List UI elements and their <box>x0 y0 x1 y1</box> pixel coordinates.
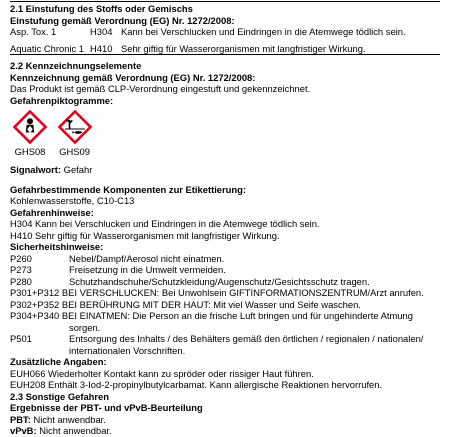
pbt-label: PBT: <box>10 413 31 425</box>
pictogram-row <box>10 110 440 156</box>
precautionary-statements-label: Sicherheitshinweise: <box>10 241 104 252</box>
precautionary-text: Nebel/Dampf/Aerosol nicht einatmen. <box>69 252 225 264</box>
clp-note: Das Produkt ist gemäß CLP-Verordnung eingestuft und gekennzeichnet. <box>10 83 311 94</box>
classification-row <box>10 26 440 38</box>
precautionary-statement: P301+P312 BEI VERSCHLUCKEN: Bei Unwohlsein GIFTINFORMATIONSZENTRUM/Arzt anrufen. <box>10 287 424 298</box>
signal-word-line <box>10 164 440 176</box>
section-2-1-heading: 2.1 Einstufung des Stoffs oder Gemischs <box>10 3 193 14</box>
vpvb-label: vPvB: <box>10 425 37 436</box>
precautionary-code: P260 <box>10 252 32 264</box>
section-2-2-heading: 2.2 Kennzeichnungselemente <box>10 60 142 71</box>
precautionary-code: P501 <box>10 333 32 344</box>
precautionary-text: Entsorgung des Inhalts / des Behälters gemäß den örtlichen / regionalen / nationalen/ <box>69 333 424 344</box>
classification-row <box>10 43 440 55</box>
pictogram-code: GHS08 <box>14 146 46 157</box>
signal-word-label: Signalwort: <box>10 164 62 175</box>
precautionary-statement: P304+P340 BEI EINATMEN: Die Person an die frische Luft bringen und für ungehinderte Atmung <box>10 310 413 321</box>
additional-info-label: Zusätzliche Angaben: <box>10 356 107 367</box>
pbt-value: Nicht anwendbar. <box>33 413 106 425</box>
pbt-line <box>10 414 440 426</box>
additional-info-statement: EUH066 Wiederholter Kontakt kann zu spröder oder rissiger Haut führen. <box>10 367 314 379</box>
additional-info-statement: EUH208 Enthält 3-Iod-2-propinylbutylcarbamat. Kann allergische Reaktionen hervorrufen. <box>10 379 383 390</box>
pictogram-code: GHS09 <box>59 146 90 157</box>
precautionary-statement <box>10 276 440 288</box>
classification-text: Kann bei Verschlucken und Eindringen in die Atemwege tödlich sein. <box>121 26 406 37</box>
classification-class: Asp. Tox. 1 <box>10 26 57 37</box>
signal-word-value: Gefahr <box>63 164 93 175</box>
classification-class: Aquatic Chronic 1 <box>10 42 84 54</box>
precautionary-text: Freisetzung in die Umwelt vermeiden. <box>69 264 226 275</box>
document-page <box>10 0 440 437</box>
hazard-statement: H304 Kann bei Verschlucken und Eindringen in die Atemwege tödlich sein. <box>10 218 320 229</box>
precautionary-statement <box>10 333 440 345</box>
vpvb-value: Nicht anwendbar. <box>39 425 112 436</box>
precautionary-statement-continued: internationalen Vorschriften. <box>69 344 186 356</box>
hazard-statements-label: Gefahrenhinweise: <box>10 206 94 218</box>
precautionary-statement-continued: sorgen. <box>69 321 101 333</box>
components-value: Kohlenwasserstoffe, C10-C13 <box>10 195 135 206</box>
vpvb-line <box>10 425 440 437</box>
precautionary-code: P273 <box>10 264 32 275</box>
classification-code: H304 <box>90 26 113 37</box>
hazard-statement: H410 Sehr giftig für Wasserorganismen mit langfristiger Wirkung. <box>10 229 280 241</box>
section-rule <box>10 54 440 55</box>
section-2-1-subheading: Einstufung gemäß Verordnung (EG) Nr. 1272/2008: <box>10 14 235 26</box>
pictogram-ghs08 <box>12 110 48 157</box>
pictograms-label: Gefahrenpiktogramme: <box>10 94 114 106</box>
classification-code: H410 <box>90 42 113 54</box>
precautionary-statement <box>10 253 440 265</box>
precautionary-statement <box>10 264 440 276</box>
section-2-3-subheading: Ergebnisse der PBT- und vPvB-Beurteilung <box>10 402 203 413</box>
section-2-2-subheading: Kennzeichnung gemäß Verordnung (EG) Nr. 1272/2008: <box>10 71 256 83</box>
classification-text: Sehr giftig für Wasserorganismen mit langfristiger Wirkung. <box>121 42 366 54</box>
health-hazard-icon <box>13 110 47 144</box>
environment-icon <box>58 110 92 144</box>
pictogram-ghs09 <box>57 110 93 157</box>
components-label: Gefahrbestimmende Komponenten zur Etikettierung: <box>10 183 246 195</box>
section-2-3-heading: 2.3 Sonstige Gefahren <box>10 390 109 402</box>
precautionary-code: P280 <box>10 275 32 287</box>
precautionary-text: Schutzhandschuhe/Schutzkleidung/Augenschutz/Gesichtsschutz tragen. <box>69 275 370 287</box>
precautionary-statement: P302+P352 BEI BERÜHRUNG MIT DER HAUT: Mit viel Wasser und Seife waschen. <box>10 298 361 310</box>
